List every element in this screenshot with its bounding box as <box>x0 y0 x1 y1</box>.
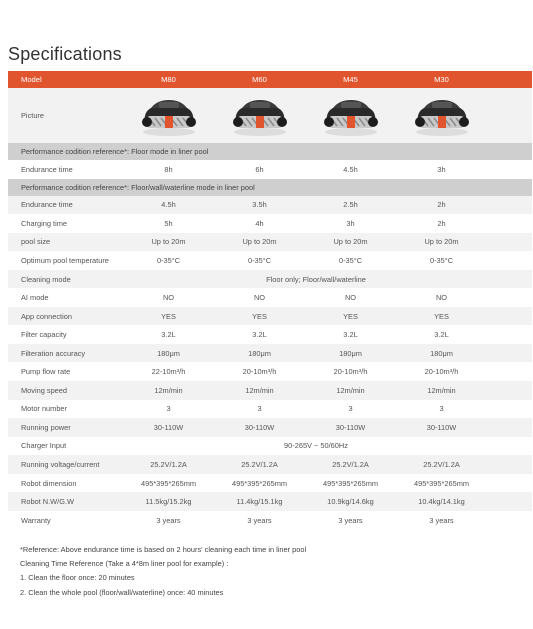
row-label: Robot dimension <box>21 478 77 488</box>
row-label: Warranty <box>21 515 51 525</box>
cell: YES <box>343 311 358 321</box>
row-label: Cleaning mode <box>21 274 71 284</box>
cell: 30-110W <box>335 422 366 432</box>
row-label: Charger Input <box>21 441 67 451</box>
cell: 180μm <box>248 348 271 358</box>
merged-cell: 90-265V ~ 50/60Hz <box>284 441 348 451</box>
cell: YES <box>252 311 267 321</box>
row-label: Running power <box>21 422 71 432</box>
robot-image-m80 <box>123 94 214 138</box>
row-label: Filter capacity <box>21 330 67 340</box>
table-row <box>8 437 532 456</box>
cell: 495*395*265mm <box>140 478 197 488</box>
cell: 3 years <box>429 515 454 525</box>
cell: 495*395*265mm <box>322 478 379 488</box>
cell: 3 years <box>156 515 181 525</box>
cell: 3.2L <box>343 330 358 340</box>
cell: 20-10m³/h <box>242 367 277 377</box>
table-row <box>8 400 532 419</box>
robot-image-m45 <box>305 94 396 138</box>
cell: 25.2V/1.2A <box>241 459 278 469</box>
cell: 3 <box>166 404 171 414</box>
cell: 4h <box>255 218 264 228</box>
note-floor: 1. Clean the floor once: 20 minutes <box>20 573 135 583</box>
header-label: Model <box>21 75 42 84</box>
cell: 6h <box>255 164 264 174</box>
table-row <box>8 418 532 437</box>
cell: 4.5h <box>343 164 358 174</box>
cell: 495*395*265mm <box>231 478 288 488</box>
cell: 0-35°C <box>429 255 454 265</box>
cell: Up to 20m <box>242 237 277 247</box>
row-label: Endurance time <box>21 200 73 210</box>
spec-table <box>8 71 532 529</box>
model-m80: M80 <box>161 75 176 84</box>
table-row <box>8 307 532 326</box>
row-label: Filteration accuracy <box>21 348 86 358</box>
spec-rows <box>8 196 532 530</box>
cell: NO <box>435 293 448 303</box>
table-row <box>8 362 532 381</box>
cell: 12m/min <box>154 385 183 395</box>
table-header-row <box>8 71 532 88</box>
cell: 11.4kg/15.1kg <box>236 497 283 507</box>
merged-cell: Floor only; Floor/wall/waterline <box>266 274 366 284</box>
cell: 8h <box>164 164 173 174</box>
table-row <box>8 160 532 179</box>
cell: 2h <box>437 218 446 228</box>
table-row <box>8 288 532 307</box>
cell: 495*395*265mm <box>413 478 470 488</box>
table-row <box>8 492 532 511</box>
cell: NO <box>253 293 266 303</box>
cell: 22-10m³/h <box>151 367 186 377</box>
table-row <box>8 233 532 252</box>
page-title: Specifications <box>8 44 122 64</box>
table-row <box>8 251 532 270</box>
cell: YES <box>161 311 176 321</box>
table-row <box>8 214 532 233</box>
cell: 3.2L <box>252 330 267 340</box>
cell: Up to 20m <box>333 237 368 247</box>
cell: 3h <box>346 218 355 228</box>
table-row <box>8 196 532 215</box>
cell: NO <box>162 293 175 303</box>
picture-row <box>8 88 532 143</box>
cell: 25.2V/1.2A <box>423 459 460 469</box>
table-row <box>8 455 532 474</box>
row-label: App connection <box>21 311 72 321</box>
note-reference: *Reference: Above endurance time is based on 2 hours' cleaning each time in liner pool <box>20 545 307 554</box>
cell: YES <box>434 311 449 321</box>
cell: 0-35°C <box>156 255 181 265</box>
table-row <box>8 325 532 344</box>
row-label: Robot N.W/G.W <box>21 497 74 507</box>
cell: 3 years <box>338 515 363 525</box>
cell: 2.5h <box>343 200 358 210</box>
cell: 3.5h <box>252 200 267 210</box>
table-row <box>8 381 532 400</box>
cell: 3 <box>439 404 444 414</box>
notes <box>20 543 306 600</box>
cell: 25.2V/1.2A <box>332 459 369 469</box>
row-label: Picture <box>21 111 45 120</box>
note-cleaning-time: Cleaning Time Reference (Take a 4*8m liner pool for example) : <box>20 559 229 569</box>
section-floor-mode <box>8 143 532 160</box>
cell: 5h <box>164 218 173 228</box>
section-full-mode <box>8 179 532 196</box>
model-m45: M45 <box>343 75 358 84</box>
cell: 3.2L <box>161 330 176 340</box>
cell: NO <box>344 293 357 303</box>
cell: 3 <box>257 404 262 414</box>
table-row <box>8 344 532 363</box>
cell: 3 <box>348 404 353 414</box>
row-label: pool size <box>21 237 51 247</box>
cell: 20-10m³/h <box>333 367 368 377</box>
section-label: Performance codition reference*: Floor mode in liner pool <box>21 147 209 156</box>
cell: 10.9kg/14.6kg <box>327 497 374 507</box>
model-m60: M60 <box>252 75 267 84</box>
cell: 2h <box>437 200 446 210</box>
row-label: Running voltage/current <box>21 459 100 469</box>
cell: Up to 20m <box>424 237 459 247</box>
cell: 180μm <box>157 348 180 358</box>
cell: 12m/min <box>245 385 274 395</box>
cell: 180μm <box>430 348 453 358</box>
section-label: Performance codition reference*: Floor/wall/waterline mode in liner pool <box>21 182 255 192</box>
robot-image-m30 <box>396 94 487 138</box>
cell: 4.5h <box>161 200 176 210</box>
row-label: Charging time <box>21 218 68 228</box>
row-label: Optimum pool temperature <box>21 255 109 265</box>
note-whole-pool: 2. Clean the whole pool (floor/wall/waterline) once: 40 minutes <box>20 587 224 597</box>
cell: 11.5kg/15.2kg <box>145 497 192 507</box>
row-label: Moving speed <box>21 385 68 395</box>
cell: 3h <box>437 164 446 174</box>
cell: 0-35°C <box>338 255 363 265</box>
table-row <box>8 270 532 289</box>
cell: 12m/min <box>336 385 365 395</box>
cell: 30-110W <box>426 422 457 432</box>
robot-image-m60 <box>214 94 305 138</box>
cell: 10.4kg/14.1kg <box>418 497 465 507</box>
row-label: Endurance time <box>21 164 73 174</box>
cell: 12m/min <box>427 385 456 395</box>
cell: 30-110W <box>153 422 184 432</box>
model-m30: M30 <box>434 75 449 84</box>
cell: 180μm <box>339 348 362 358</box>
row-label: Pump flow rate <box>21 367 71 377</box>
cell: 25.2V/1.2A <box>150 459 187 469</box>
cell: 20-10m³/h <box>424 367 459 377</box>
cell: 30-110W <box>244 422 275 432</box>
cell: 3.2L <box>434 330 449 340</box>
cell: 0-35°C <box>247 255 272 265</box>
table-row <box>8 474 532 493</box>
row-label: AI mode <box>21 293 49 303</box>
row-label: Motor number <box>21 404 68 414</box>
cell: 3 years <box>247 515 272 525</box>
cell: Up to 20m <box>151 237 186 247</box>
table-row <box>8 511 532 530</box>
